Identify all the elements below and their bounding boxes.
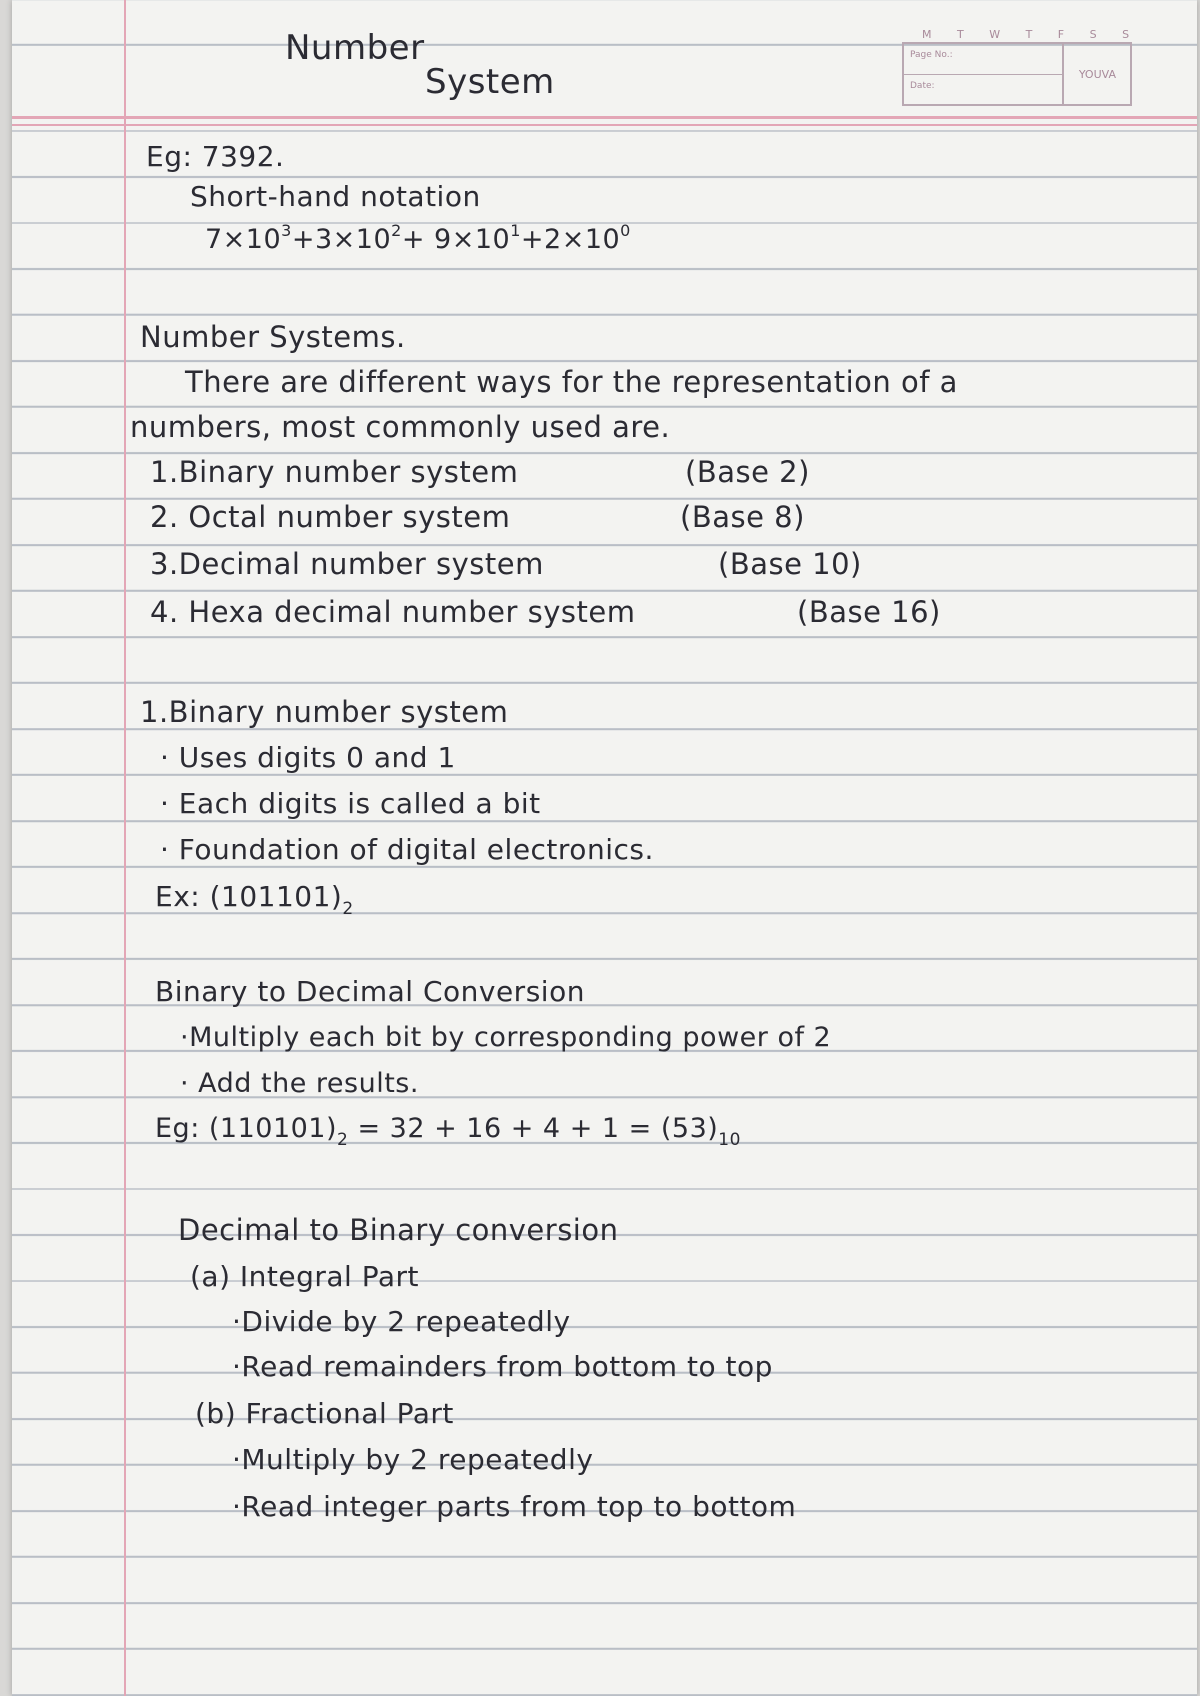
integral-point: ·Read remainders from bottom to top xyxy=(232,1350,773,1383)
page-title-line2: System xyxy=(425,62,555,102)
systems-heading: Number Systems. xyxy=(140,320,406,354)
expansion-exp-2: 2 xyxy=(391,221,402,240)
binary-point: · Each digits is called a bit xyxy=(160,787,541,820)
date-field: Date: xyxy=(904,75,1064,106)
page-meta-box xyxy=(902,42,1132,106)
fractional-point: ·Read integer parts from top to bottom xyxy=(232,1490,797,1523)
b2d-point: ·Multiply each bit by corresponding power of 2 xyxy=(180,1022,832,1053)
header-rule xyxy=(12,116,1197,119)
binary-point: · Uses digits 0 and 1 xyxy=(160,741,456,774)
binary-point: · Foundation of digital electronics. xyxy=(160,833,654,866)
b2d-example-lhs-base: 2 xyxy=(337,1130,349,1150)
example-line: Eg: 7392. xyxy=(146,140,285,173)
expansion-exp-3: 1 xyxy=(510,221,521,240)
system-item-base: (Base 16) xyxy=(797,595,941,629)
binary-example-value: Ex: (101101) xyxy=(155,880,343,913)
system-item-name: 3.Decimal number system xyxy=(150,547,544,581)
expansion-exp-1: 3 xyxy=(281,221,292,240)
b2d-heading: Binary to Decimal Conversion xyxy=(155,975,585,1008)
fractional-heading: (b) Fractional Part xyxy=(195,1397,454,1430)
binary-example-base: 2 xyxy=(342,899,354,919)
integral-heading: (a) Integral Part xyxy=(190,1260,420,1293)
expansion-formula xyxy=(205,221,631,255)
expansion-exp-4: 0 xyxy=(620,221,631,240)
system-item-base: (Base 10) xyxy=(718,547,862,581)
b2d-point: · Add the results. xyxy=(180,1068,419,1099)
brand-logo: YOUVA xyxy=(1078,68,1116,81)
binary-example xyxy=(155,880,354,919)
b2d-example xyxy=(155,1113,741,1150)
b2d-example-rhs: = 32 + 16 + 4 + 1 = (53) xyxy=(357,1113,719,1144)
integral-point: ·Divide by 2 repeatedly xyxy=(232,1305,571,1338)
b2d-example-rhs-base: 10 xyxy=(718,1130,741,1150)
weekday-row: M T W T F S S xyxy=(922,28,1141,41)
header-rule-secondary xyxy=(12,124,1197,126)
system-item-name: 1.Binary number system xyxy=(150,455,519,489)
b2d-example-lhs: Eg: (110101) xyxy=(155,1113,338,1144)
system-item-base: (Base 2) xyxy=(685,455,810,489)
systems-intro-line2: numbers, most commonly used are. xyxy=(130,410,671,444)
page-no-field: Page No.: xyxy=(904,44,1064,75)
page-title-line1: Number xyxy=(285,28,425,68)
binary-heading: 1.Binary number system xyxy=(140,695,509,729)
expansion-term-3: + 9×10 xyxy=(401,224,511,255)
fractional-point: ·Multiply by 2 repeatedly xyxy=(232,1443,594,1476)
margin-line xyxy=(124,0,126,1696)
expansion-term-1: 7×10 xyxy=(205,224,282,255)
expansion-term-2: +3×10 xyxy=(291,224,392,255)
system-item-name: 2. Octal number system xyxy=(150,500,511,534)
system-item-base: (Base 8) xyxy=(680,500,805,534)
system-item-name: 4. Hexa decimal number system xyxy=(150,595,636,629)
systems-intro-line1: There are different ways for the representation of a xyxy=(185,365,958,399)
expansion-term-4: +2×10 xyxy=(520,224,621,255)
shorthand-title: Short-hand notation xyxy=(190,180,481,213)
d2b-heading: Decimal to Binary conversion xyxy=(178,1213,619,1247)
